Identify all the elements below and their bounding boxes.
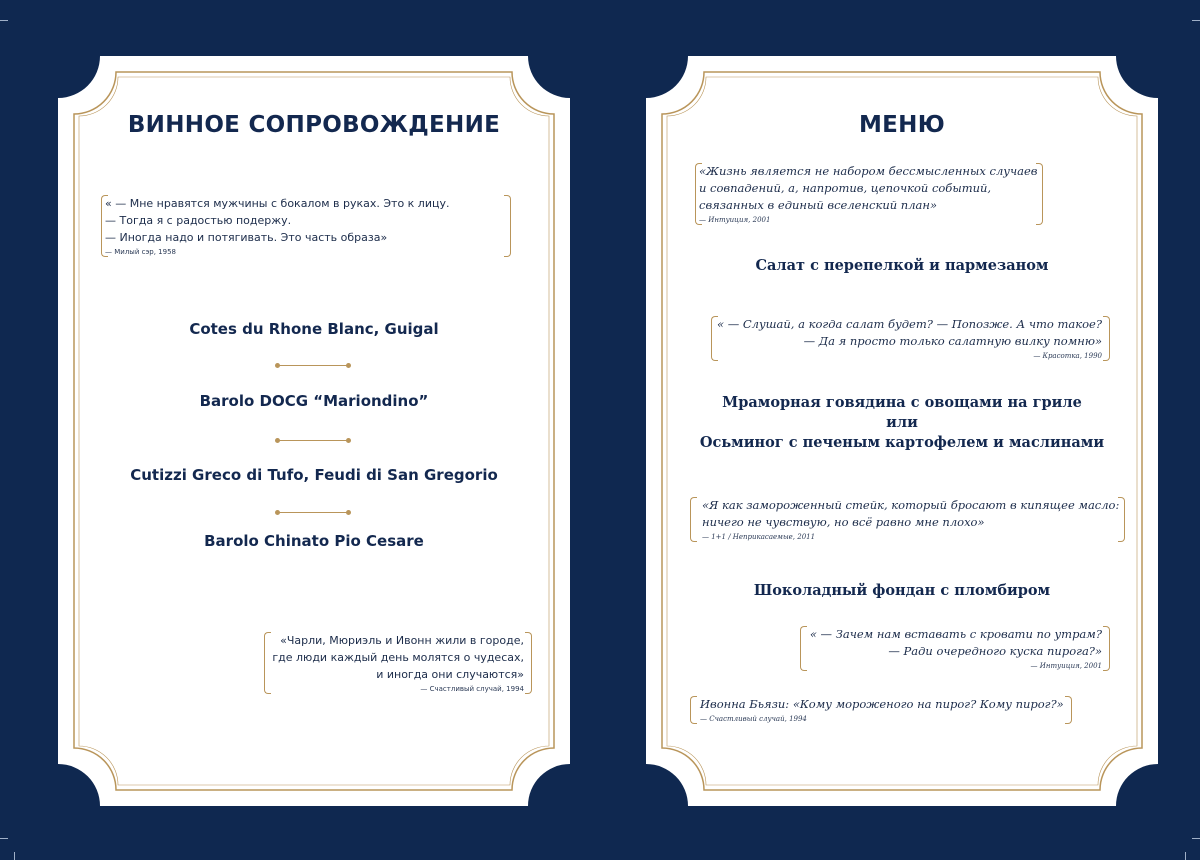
quote-line: — Ради очередного куска пирога?» <box>888 644 1102 658</box>
dish-name: Мраморная говядина с овощами на гриле <box>722 394 1082 411</box>
quote-bottom <box>272 632 524 694</box>
quote-line: — Иногда надо и потягивать. Это часть образа» <box>105 231 388 244</box>
dish <box>646 393 1158 453</box>
quote-1 <box>699 163 1037 225</box>
wine-item: Barolo Chinato Pio Cesare <box>204 532 424 550</box>
quote-line: — Тогда я с радостью подержу. <box>105 214 292 227</box>
quote-line: « — Мне нравятся мужчины с бокалом в руках. Это к лицу. <box>105 197 450 210</box>
quote-3 <box>702 497 1119 542</box>
quote-bracket <box>1065 696 1072 724</box>
quote-line: и иногда они случаются» <box>376 668 524 681</box>
wine-item: Cutizzi Greco di Tufo, Feudi di San Gregorio <box>130 466 498 484</box>
crop-mark <box>1192 20 1200 21</box>
quote-source: — Счастливый случай, 1994 <box>420 685 524 693</box>
quote-line: где люди каждый день молятся о чудесах, <box>272 651 524 664</box>
quote-line: ничего не чувствую, но всё равно мне плохо» <box>702 515 985 529</box>
wine-item: Cotes du Rhone Blanc, Guigal <box>189 320 439 338</box>
quote-source: — Интуиция, 2001 <box>699 216 771 224</box>
quote-source: — Красотка, 1990 <box>1033 352 1102 360</box>
quote-line: «Чарли, Мюриэль и Ивонн жили в городе, <box>280 634 524 647</box>
dish <box>646 256 1158 276</box>
quote-bracket <box>525 632 532 694</box>
divider <box>275 510 351 516</box>
quote-bracket <box>800 626 807 671</box>
quote-source: — 1+1 / Неприкасаемые, 2011 <box>702 533 816 541</box>
quote-bracket <box>264 632 271 694</box>
quote-line: « — Слушай, а когда салат будет? — Попозже. А что такое? <box>717 317 1102 331</box>
dish-or: или <box>886 414 918 431</box>
quote-bracket <box>504 195 511 257</box>
divider <box>275 438 351 444</box>
quote-line: — Да я просто только салатную вилку помню» <box>803 334 1102 348</box>
wine-pairing-card <box>58 56 570 806</box>
quote-line: Ивонна Бьязи: «Кому мороженого на пирог? Кому пирог?» <box>700 697 1064 711</box>
quote-line: « — Зачем нам вставать с кровати по утрам? <box>809 627 1102 641</box>
dish-name: Шоколадный фондан с пломбиром <box>753 582 1051 599</box>
quote-bracket <box>690 497 697 542</box>
dish <box>646 581 1158 601</box>
quote-bracket <box>1103 316 1110 361</box>
quote-bracket <box>1103 626 1110 671</box>
quote-top <box>105 195 449 257</box>
quote-source: — Милый сэр, 1958 <box>105 248 176 256</box>
quote-source: — Счастливый случай, 1994 <box>700 715 807 723</box>
quote-line: и совпадений, а, напротив, цепочкой событий, <box>699 181 992 195</box>
quote-bracket <box>690 696 697 724</box>
quote-4 <box>810 626 1102 671</box>
crop-mark <box>1192 838 1200 839</box>
quote-bracket <box>1118 497 1125 542</box>
quote-line: «Я как замороженный стейк, который бросают в кипящее масло: <box>702 498 1120 512</box>
quote-bracket <box>1036 163 1043 225</box>
crop-mark <box>1185 852 1186 860</box>
wine-item: Barolo DOCG “Mariondino” <box>199 392 429 410</box>
quote-bracket <box>711 316 718 361</box>
page-title: ВИННОЕ СОПРОВОЖДЕНИЕ <box>127 112 501 138</box>
quote-2 <box>717 316 1102 361</box>
quote-line: «Жизнь является не набором бессмысленных случаев <box>699 164 1038 178</box>
menu-card <box>646 56 1158 806</box>
quote-line: связанных в единый вселенский план» <box>699 198 938 212</box>
crop-mark <box>0 838 8 839</box>
divider <box>275 363 351 369</box>
dish-name: Салат с перепелкой и пармезаном <box>755 257 1049 274</box>
page-title: МЕНЮ <box>858 112 946 138</box>
crop-mark <box>0 20 8 21</box>
quote-5 <box>700 696 1064 724</box>
crop-mark <box>14 852 15 860</box>
dish-name: Осьминог с печеным картофелем и маслинами <box>699 434 1105 451</box>
quote-bracket <box>695 163 702 225</box>
quote-source: — Интуиция, 2001 <box>1030 662 1102 670</box>
quote-bracket <box>101 195 108 257</box>
